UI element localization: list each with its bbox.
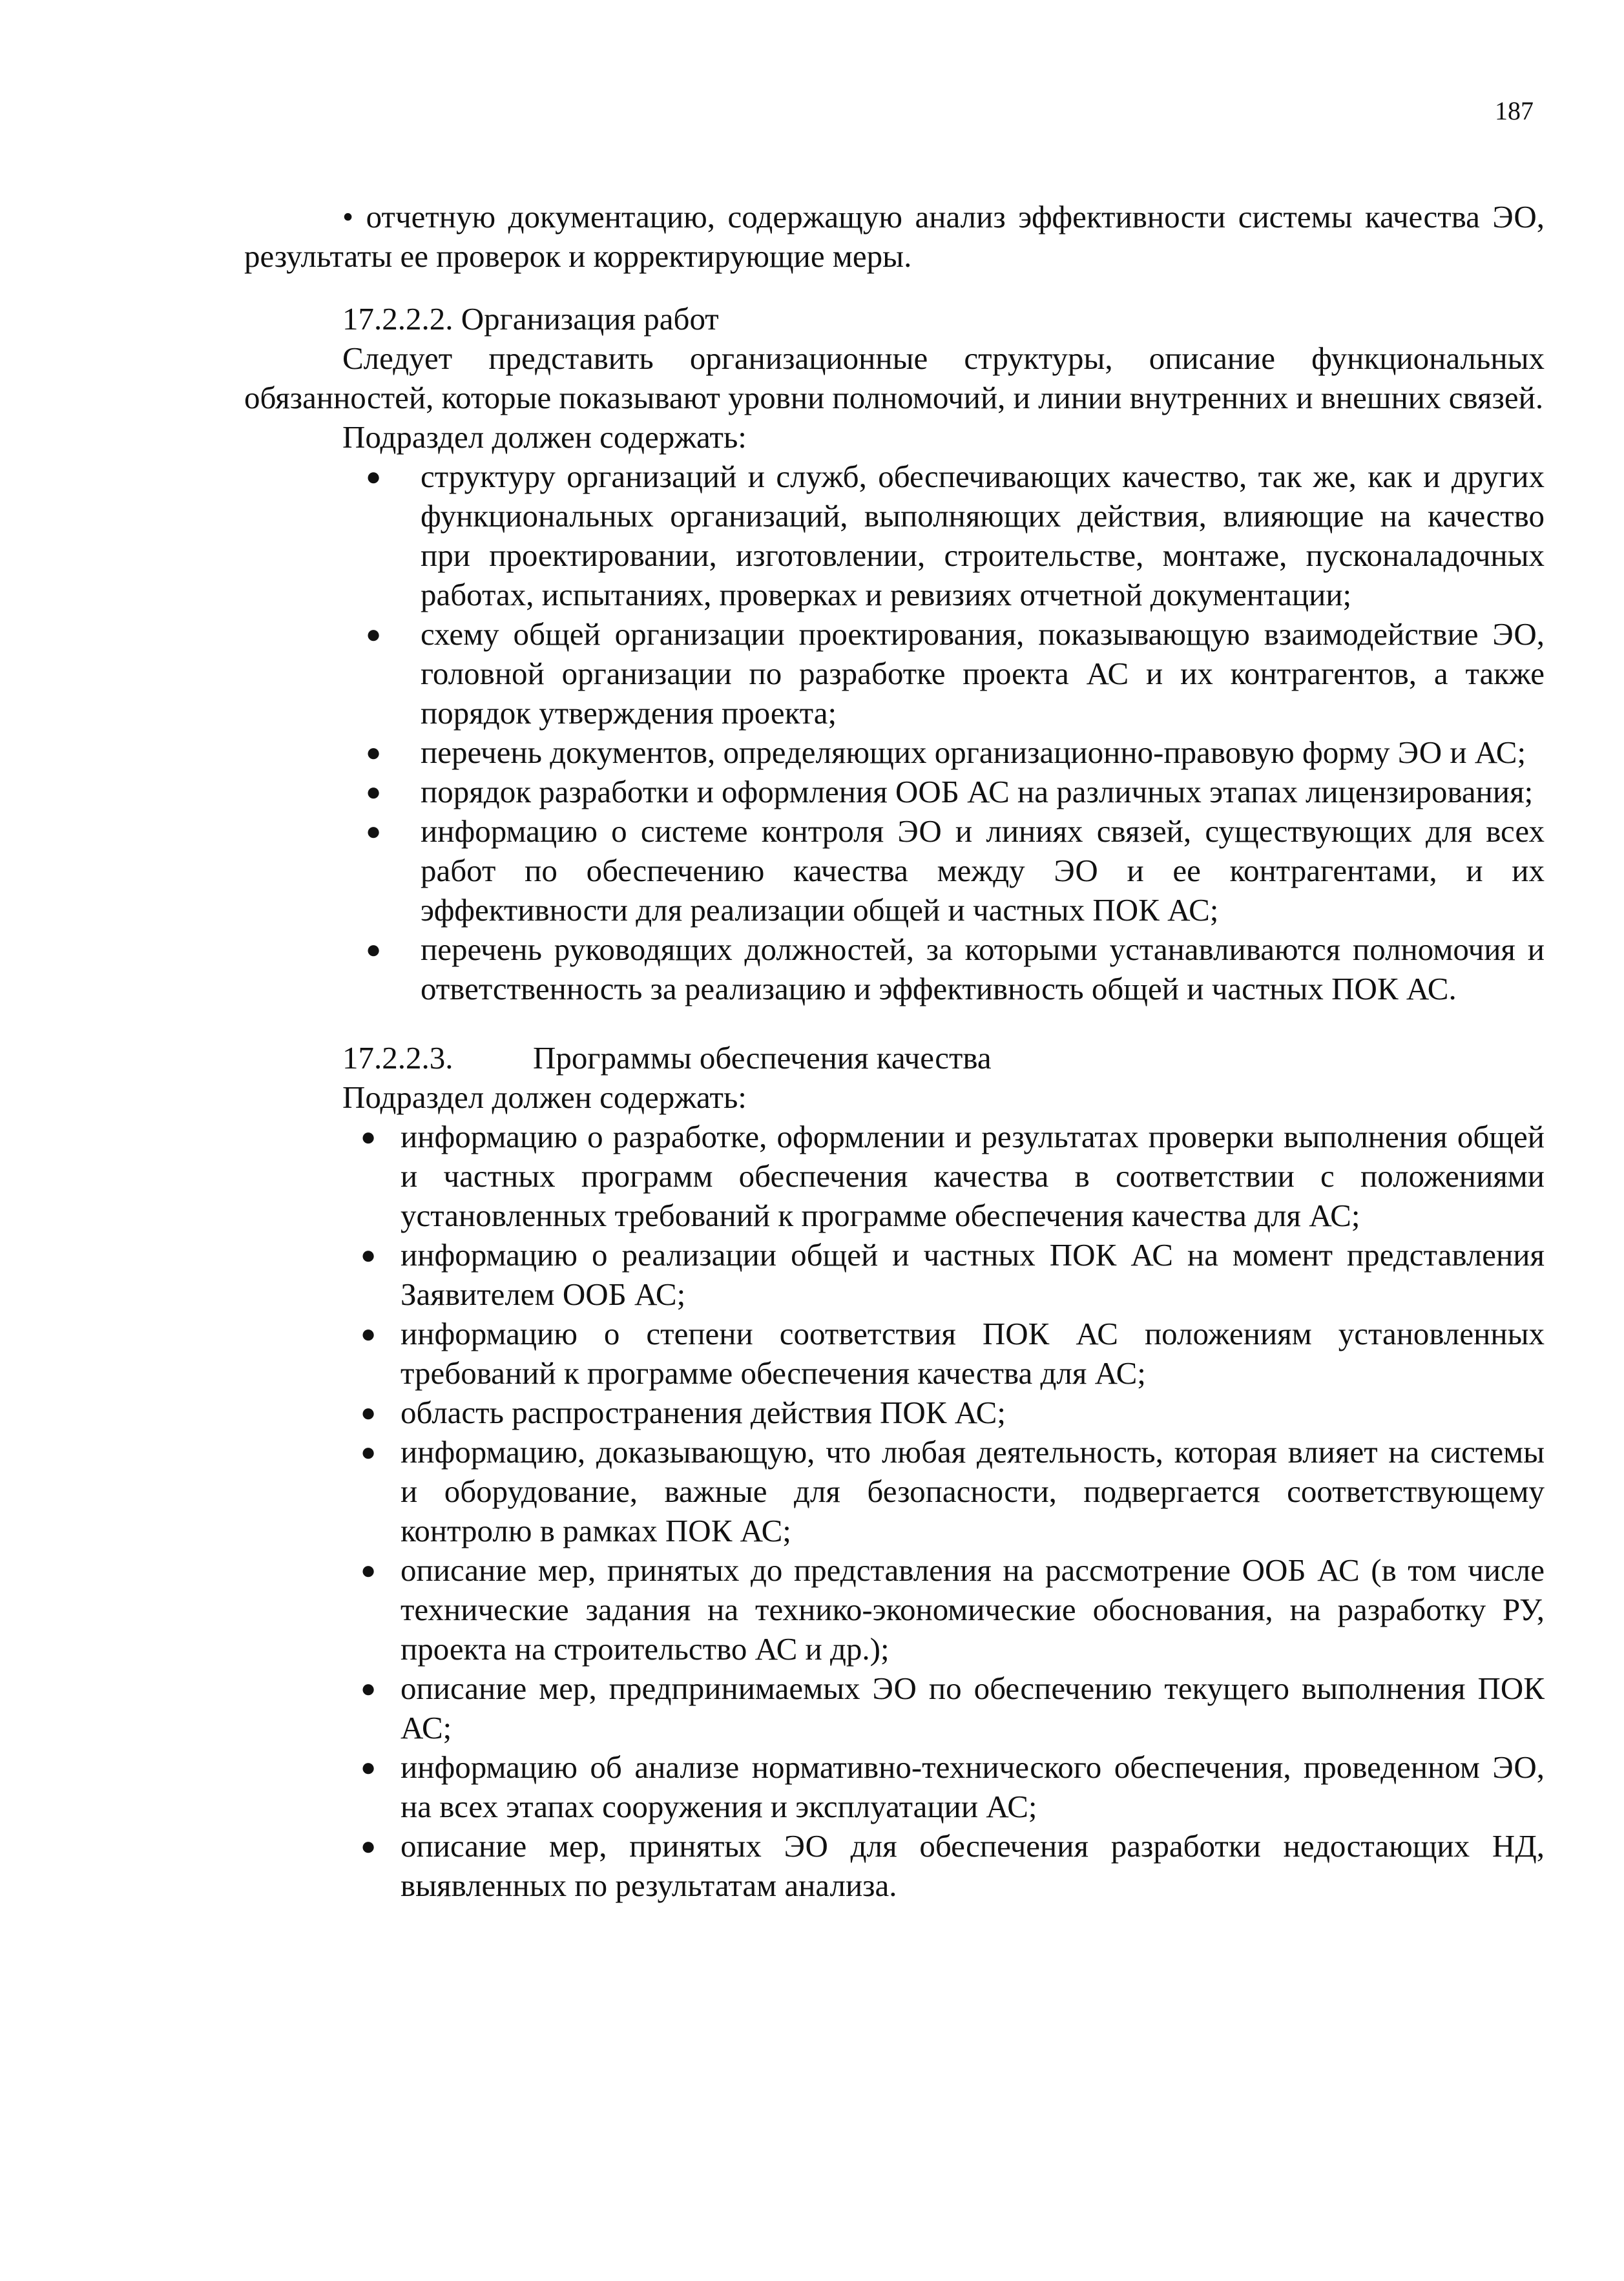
list-item: [244, 1826, 1545, 1905]
list-item: [244, 1432, 1545, 1550]
bullet-icon: ●: [360, 1319, 377, 1348]
list-item: [244, 1550, 1545, 1669]
list-item-text: описание мер, принятых до представления на рассмотрение ООБ АС (в том числе технические задания на технико-экономические обоснования, на разработку РУ, проекта на строительство АС и др.);: [401, 1552, 1545, 1667]
list-item-text: описание мер, предпринимаемых ЭО по обеспечению текущего выполнения ПОК АС;: [401, 1671, 1545, 1745]
list-item: [244, 457, 1545, 614]
bullet-icon: ●: [360, 1398, 377, 1427]
bullet-icon: ●: [360, 1437, 377, 1466]
list-item-text: порядок разработки и оформления ООБ АС на различных этапах лицензирования;: [421, 774, 1534, 809]
page-number: 187: [1495, 96, 1534, 125]
section-heading-organization: 17.2.2.2. Организация работ: [342, 301, 719, 337]
document-body: [244, 197, 1545, 1905]
bullet-icon: ●: [360, 1674, 377, 1703]
list-item: [244, 1747, 1545, 1826]
list-item: [244, 930, 1545, 1008]
bullet-icon: ●: [360, 1122, 377, 1151]
list-item: [244, 733, 1545, 772]
bullet-icon: ●: [366, 777, 382, 806]
bullet-icon: ●: [366, 462, 382, 491]
list-item-text: структуру организаций и служб, обеспечивающих качество, так же, как и других функциональных организаций, выполняющих действия, влияющие на качество при проектировании, изготовлении, строительстве, монтаже, пусконаладочных работах, испытаниях, проверках и ревизиях отчетной документации;: [421, 459, 1545, 612]
bullet-icon: ●: [360, 1556, 377, 1585]
list-item: [244, 614, 1545, 733]
list-item-text: информацию, доказывающую, что любая деятельность, которая влияет на системы и оборудование, важные для безопасности, подвергается соответствующему контролю в рамках ПОК АС;: [401, 1434, 1545, 1548]
list-item-text: область распространения действия ПОК АС;: [401, 1395, 1006, 1430]
section-paragraph-organization: Следует представить организационные структуры, описание функциональных обязанностей, которые показывают уровни полномочий, и линии внутренних и внешних связей.: [244, 340, 1545, 415]
bullet-icon: ●: [366, 817, 382, 846]
list-item: [244, 1314, 1545, 1393]
section-heading-number: 17.2.2.3.: [342, 1040, 453, 1076]
bullet-icon: ●: [360, 1240, 377, 1269]
list-item: [244, 1235, 1545, 1314]
list-item: [244, 811, 1545, 930]
list-item: [244, 1117, 1545, 1235]
list-item: [244, 1669, 1545, 1747]
list-item-text: описание мер, принятых ЭО для обеспечения разработки недостающих НД, выявленных по результатам анализа.: [401, 1828, 1545, 1903]
list-item: [244, 772, 1545, 811]
bullet-icon: ●: [366, 620, 382, 649]
section-heading-quality-programs: [244, 1038, 1545, 1078]
section-lead-organization: Подраздел должен содержать:: [342, 419, 747, 455]
bullet-icon: ●: [360, 1831, 377, 1860]
list-item: [244, 1393, 1545, 1432]
list-item-text: информацию о реализации общей и частных ПОК АС на момент представления Заявителем ООБ АС;: [401, 1237, 1545, 1312]
list-item-text: информацию о разработке, оформлении и результатах проверки выполнения общей и частных программ обеспечения качества в соответствии с положениями установленных требований к программе обеспечения качества для АС;: [401, 1119, 1545, 1233]
bullet-list-quality-programs: [244, 1117, 1545, 1905]
intro-paragraph: • отчетную документацию, содержащую анализ эффективности системы качества ЭО, результаты ее проверок и корректирующие меры.: [244, 199, 1545, 274]
list-item-text: информацию о степени соответствия ПОК АС положениям установленных требований к программе обеспечения качества для АС;: [401, 1316, 1545, 1391]
section-lead-quality-programs: Подраздел должен содержать:: [342, 1079, 747, 1115]
list-item-text: перечень руководящих должностей, за которыми устанавливаются полномочия и ответственность за реализацию и эффективность общей и частных ПОК АС.: [421, 932, 1545, 1006]
list-item-text: информацию о системе контроля ЭО и линиях связей, существующих для всех работ по обеспечению качества между ЭО и ее контрагентами, и их эффективности для реализации общей и частных ПОК АС;: [421, 813, 1545, 928]
list-item-text: схему общей организации проектирования, показывающую взаимодействие ЭО, головной организации по разработке проекта АС и их контрагентов, а также порядок утверждения проекта;: [421, 616, 1545, 731]
list-item-text: информацию об анализе нормативно-технического обеспечения, проведенном ЭО, на всех этапах сооружения и эксплуатации АС;: [401, 1749, 1545, 1824]
bullet-icon: ●: [360, 1753, 377, 1782]
section-heading-title: Программы обеспечения качества: [533, 1040, 992, 1076]
bullet-icon: ●: [366, 738, 382, 767]
list-item-text: перечень документов, определяющих организационно-правовую форму ЭО и АС;: [421, 734, 1526, 770]
bullet-icon: ●: [366, 935, 382, 964]
bullet-list-organization: [244, 457, 1545, 1008]
